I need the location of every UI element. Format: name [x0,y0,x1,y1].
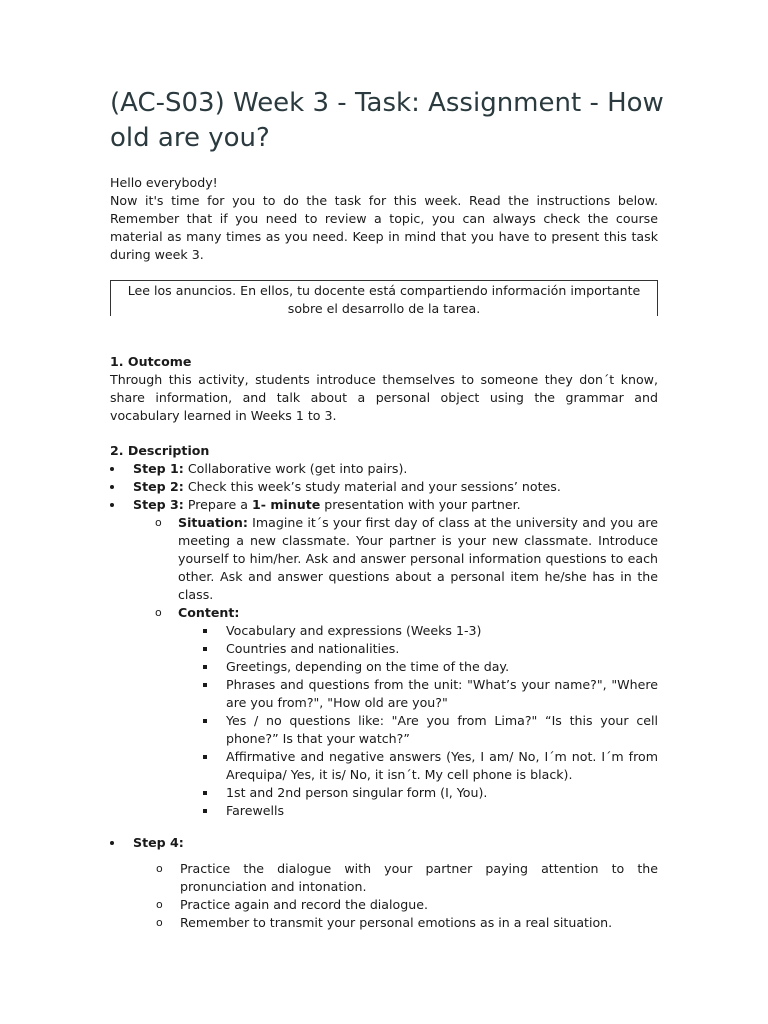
content-list-item: 1st and 2nd person singular form (I, You). [203,784,658,802]
content-list-item: Vocabulary and expressions (Weeks 1-3) [203,622,658,640]
content-item [155,604,658,820]
notice-line-2: sobre el desarrollo de la tarea. [287,301,481,316]
step-4-label: Step 4: [133,835,184,850]
situation-item [155,514,658,604]
content-label: Content: [178,605,240,620]
situation-label: Situation: [178,515,248,530]
step-4-item: o Practice again and record the dialogue. [156,896,658,914]
intro-section [110,174,658,264]
step-4-item: o Remember to transmit your personal emotions as in a real situation. [156,914,658,932]
content-list-item: Yes / no questions like: "Are you from Lima?" “Is this your cell phone?” Is that your watch?” [203,712,658,748]
content-list-item: Greetings, depending on the time of the day. [203,658,658,676]
step-1 [110,460,658,478]
greeting-text: Hello everybody! [110,175,218,190]
step-3-duration: 1- minute [251,497,321,512]
content-list [178,622,658,820]
description-heading: 2. Description [110,443,210,458]
intro-paragraph: Now it's time for you to do the task for this week. Read the instructions below. Remember that if you need to review a topic, you can always check the course material as many times as you need. Keep in mind that you have to present this task during week 3. [110,193,658,262]
page-title: (AC-S03) Week 3 - Task: Assignment - How old are you? [110,88,664,153]
outcome-text: Through this activity, students introduce themselves to someone they don´t know, share information, and talk about a personal object using the grammar and vocabulary learned in Weeks 1 to 3. [110,372,658,423]
step-1-label: Step 1: [133,461,184,476]
step-4 [110,834,658,852]
step-4-sublist [110,860,658,932]
outcome-section [110,353,658,425]
content-list-item: Farewells [203,802,658,820]
step-3-pre: Prepare a [183,497,252,512]
notice-line-1: Lee los anuncios. En ellos, tu docente está compartiendo información importante [127,283,641,298]
step-1-text: Collaborative work (get into pairs). [183,461,408,476]
content-list-item: Countries and nationalities. [203,640,658,658]
description-section [110,442,658,820]
step-2-label: Step 2: [133,479,184,494]
situation-text: Imagine it´s your first day of class at the university and you are meeting a new classmate. Your partner is your new classmate. Introduce yourself to him/her. Ask and answer personal information questions to each other. Ask and answer questions about a personal item he/she has in the class. [178,515,658,602]
step-4-item: o Practice the dialogue with your partner paying attention to the pronunciation and intonation. [156,860,658,896]
content-list-item: Affirmative and negative answers (Yes, I am/ No, I´m not. I´m from Arequipa/ Yes, it is/ No, it isn´t. My cell phone is black). [203,748,658,784]
step-3-post: presentation with your partner. [320,497,521,512]
step-3-sublist [133,514,658,820]
steps-list [110,460,658,820]
step-2-text: Check this week’s study material and your sessions’ notes. [183,479,561,494]
step-3 [110,496,658,820]
step-3-label: Step 3: [133,497,184,512]
announcement-notice-box [110,280,658,316]
content-list-item: Phrases and questions from the unit: "What’s your name?", "Where are you from?", "How old are you?" [203,676,658,712]
step-4-section [110,834,658,932]
step-4-list [110,834,658,852]
step-2 [110,478,658,496]
outcome-heading: 1. Outcome [110,354,192,369]
